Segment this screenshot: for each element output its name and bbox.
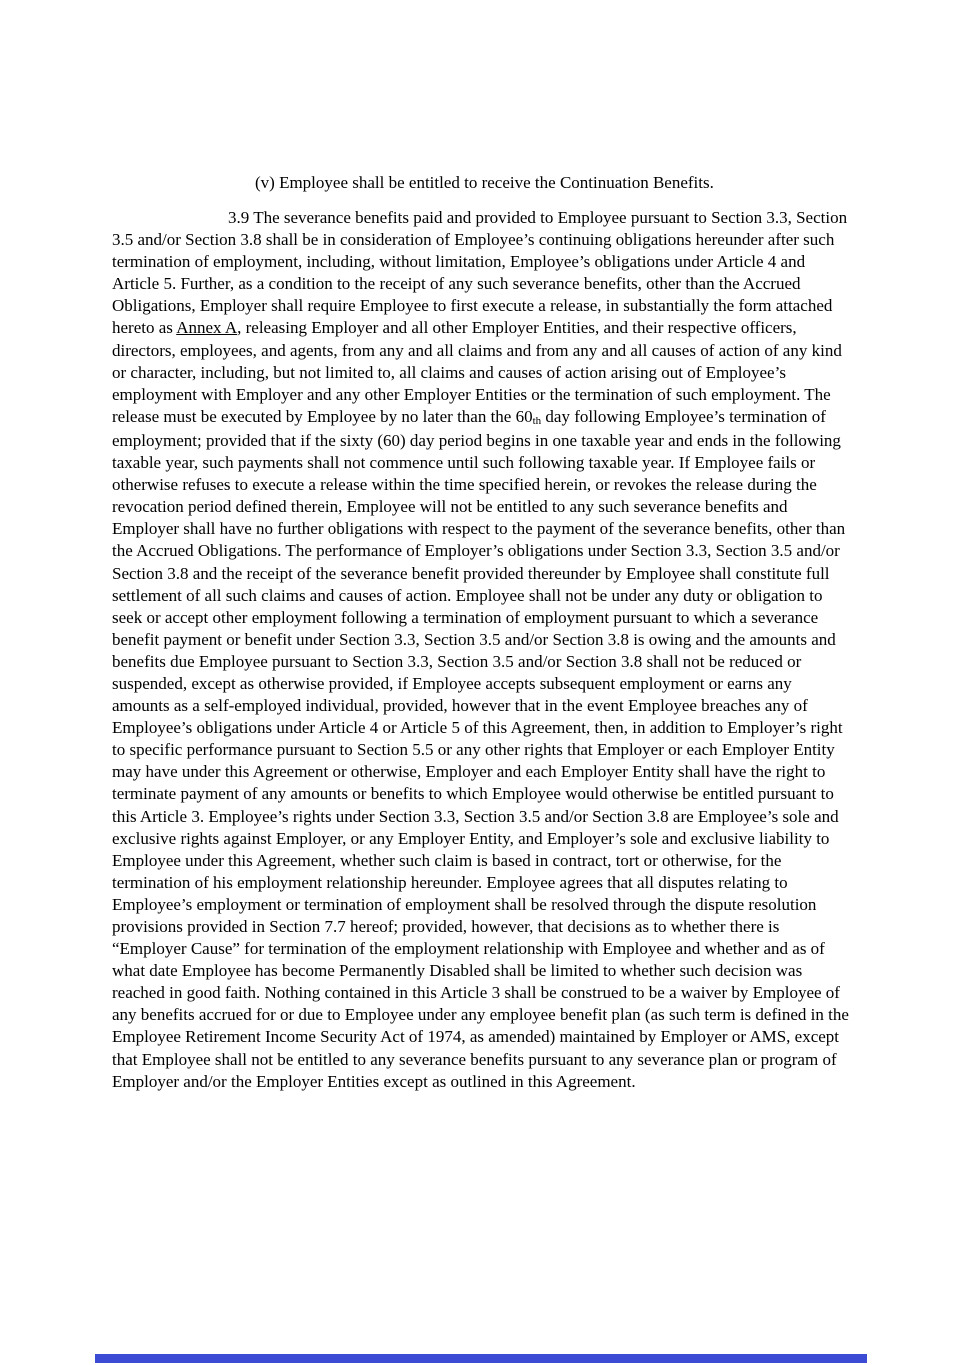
section-3-9-paragraph: [112, 207, 852, 1093]
text-run: day following Employee’s termination of employment; provided that if the sixty (60) day period begins in one taxable year and ends in the following taxable year, such payments shall not commence until such following taxable year. If Employee fails or otherwise refuses to execute a release within the time specified herein, or revokes the release during the revocation period defined therein, Employee will not be entitled to any such severance benefits and Employer shall have no further obligations with respect to the payment of the severance benefits, other than the Accrued Obligations. The performance of Employer’s obligations under Section 3.3, Section 3.5 and/or Section 3.8 and the receipt of the severance benefit provided thereunder by Employee shall constitute full settlement of all such claims and causes of action. Employee shall not be under any duty or obligation to seek or accept other employment following a termination of employment pursuant to which a severance benefit payment or benefit under Section 3.3, Section 3.5 and/or Section 3.8 is owing and the amounts and benefits due Employee pursuant to Section 3.3, Section 3.5 and/or Section 3.8 shall not be reduced or suspended, except as otherwise provided, if Employee accepts subsequent employment or earns any amounts as a self-employed individual, provided, however that in the event Employee breaches any of Employee’s obligations under Article 4 or Article 5 of this Agreement, then, in addition to Employer’s right to specific performance pursuant to Section 5.5 or any other rights that Employer or each Employer Entity may have under this Agreement or otherwise, Employer and each Employer Entity shall have the right to terminate payment of any amounts or benefits to which Employee would otherwise be entitled pursuant to this Article 3. Employee’s rights under Section 3.3, Section 3.5 and/or Section 3.8 are Employee’s sole and exclusive rights against Employer, or any Employer Entity, and Employer’s sole and exclusive liability to Employee under this Agreement, whether such claim is based in contract, tort or otherwise, for the termination of his employment relationship hereunder. Employee agrees that all disputes relating to Employee’s employment or termination of employment shall be resolved through the dispute resolution provisions provided in Section 7.7 hereof; provided, however, that decisions as to whether there is “Employer Cause” for termination of the employment relationship with Employee and whether and as of what date Employee has become Permanently Disabled shall be limited to whether such decision was reached in good faith. Nothing contained in this Article 3 shall be construed to be a waiver by Employee of any benefits accrued for or due to Employee under any employee benefit plan (as such term is defined in the Employee Retirement Income Security Act of 1974, as amended) maintained by Employer or AMS, except that Employee shall not be entitled to any severance benefits pursuant to any severance plan or program of Employer and/or the Employer Entities except as outlined in this Agreement.: [112, 406, 849, 1091]
text-run: , releasing Employer and all other Employer Entities, and their respective officers, directors, employees, and agents, from any and all claims and from any and all causes of action of any kind or character, including, but not limited to, all claims and causes of action arising out of Employee’s employment with Employer and any other Employer Entities or the termination of such employment. The release must be executed by Employee by no later than the 60: [112, 318, 842, 426]
ordinal-suffix: th: [532, 414, 542, 427]
clause-v-line: (v) Employee shall be entitled to receive the Continuation Benefits.: [255, 173, 714, 192]
text-run: 3.9 The severance benefits paid and provided to Employee pursuant to Section 3.3, Section 3.5 and/or Section 3.8 shall be in consideration of Employee’s continuing obligations hereunder after such termination of employment, including, without limitation, Employee’s obligations under Article 4 and Article 5. Further, as a condition to the receipt of any such severance benefits, other than the Accrued Obligations, Employer shall require Employee to first execute a release, in substantially the form attached hereto as: [112, 208, 848, 338]
annex-a-reference: Annex A: [176, 318, 238, 338]
bottom-highlight-bar: [95, 1354, 867, 1363]
